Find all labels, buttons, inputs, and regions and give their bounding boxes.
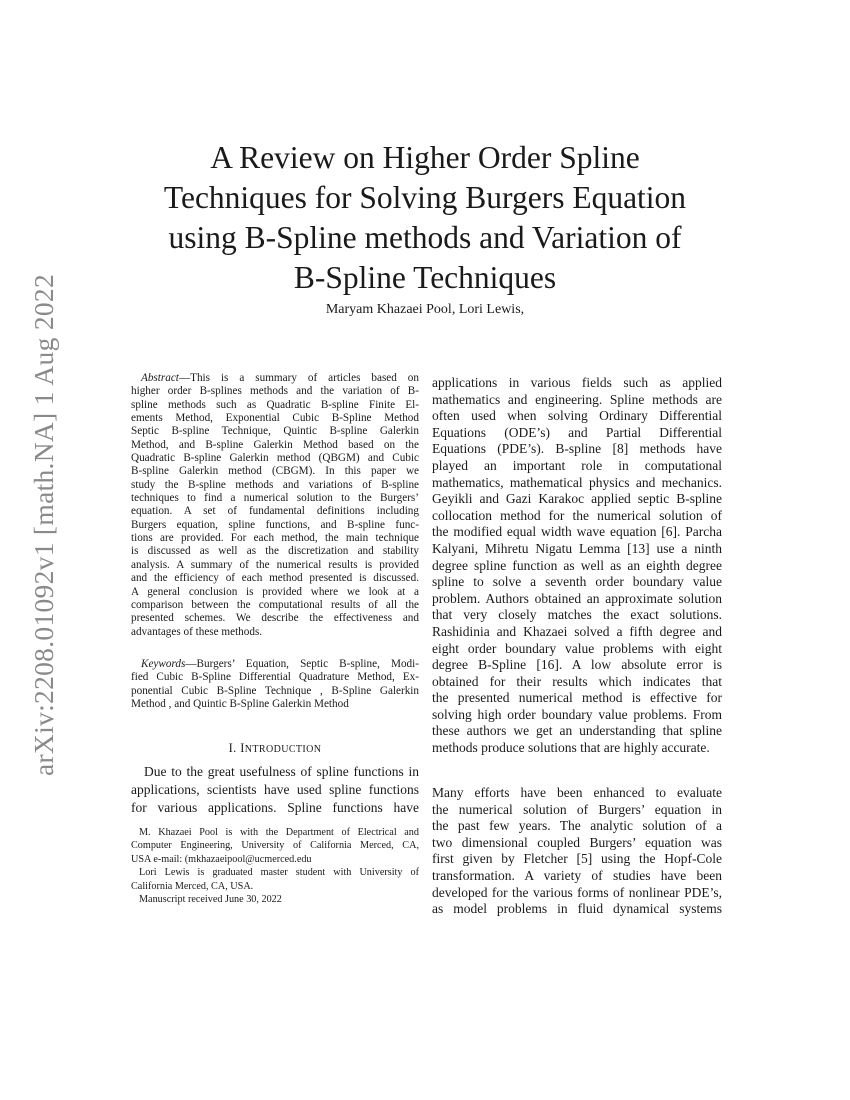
section-heading-introduction <box>131 741 419 756</box>
paper-title <box>0 138 850 298</box>
line-text: often used when solving Ordinary Differential <box>432 408 722 424</box>
line-text: degree spline function as well as an eighth degree <box>432 557 722 573</box>
line-text: ponential Cubic B-Spline Technique , B-Spline Galerkin <box>131 684 419 697</box>
text-line <box>131 572 419 585</box>
text-line <box>131 412 419 425</box>
text-line <box>131 372 419 385</box>
text-line <box>432 868 722 885</box>
arxiv-stamp: arXiv:2208.01092v1 [math.NA] 1 Aug 2022 <box>28 273 59 777</box>
text-line <box>131 492 419 505</box>
line-text: Geyikli and Gazi Karakoc applied septic B-spline <box>432 491 722 507</box>
line-text: eight order boundary value problems with eight <box>432 640 722 656</box>
text-line <box>131 465 419 478</box>
text-line <box>131 866 419 879</box>
line-text: these authors we get an understanding that spline <box>432 723 722 739</box>
line-text: Method , and Quintic B-Spline Galerkin Method <box>131 698 349 711</box>
line-text: for various applications. Spline functions have <box>131 800 419 815</box>
text-line <box>131 880 419 893</box>
line-text: played an important role in computational <box>432 457 722 473</box>
section-initial: I <box>240 741 245 755</box>
line-text: USA e-mail: (mkhazaeipool@ucmerced.edu <box>131 853 312 865</box>
line-text: problem. Authors obtained an approximate solution <box>432 590 722 606</box>
label: Abstract <box>141 372 179 384</box>
text-line <box>131 826 419 839</box>
line-text: higher order B-splines methods and the variation of B- <box>131 385 419 398</box>
text-line <box>131 626 419 639</box>
line-text: Manuscript received June 30, 2022 <box>139 894 282 906</box>
text-line <box>131 853 419 866</box>
section-number: I. <box>228 741 241 755</box>
line-text: presented schemes. We describe the effectiveness and <box>131 612 419 625</box>
text-line <box>131 399 419 412</box>
line-text: degree B-Spline [16]. A low absolute error is <box>432 657 722 673</box>
line-text: M. Khazaei Pool is with the Department of Electrical and <box>139 827 419 838</box>
line-text: tions are provided. For each method, the main technique <box>131 532 419 545</box>
line-text: Quadratic B-spline Galerkin method (QBGM) and Cubic <box>131 452 419 465</box>
line-text: Equations (PDE’s). B-spline [8] methods have <box>432 441 722 457</box>
footnotes <box>131 826 419 906</box>
keywords <box>131 658 419 711</box>
line-text: spline methods such as Quadratic B-spline Finite El- <box>131 398 419 411</box>
text-line <box>432 475 722 492</box>
line-text: spline to solve a seventh order boundary value <box>432 574 722 590</box>
line-text: the modified equal width wave equation [6]. Parcha <box>432 524 722 540</box>
text-line <box>432 392 722 409</box>
line-text: applications, scientists have used spline functions <box>131 782 419 797</box>
line-text: mathematics and engineering. Spline methods are <box>432 391 722 407</box>
text-line <box>432 802 722 819</box>
text-line <box>131 559 419 572</box>
text-line <box>131 545 419 558</box>
title-line: using B-Spline methods and Variation of <box>168 220 682 255</box>
line-text: —Burgers’ Equation, Septic B-spline, Modi- <box>185 658 419 670</box>
line-text: and the efficiency of each method presented is discussed. <box>131 572 419 585</box>
text-line <box>432 558 722 575</box>
text-line <box>131 612 419 625</box>
text-line <box>432 740 722 757</box>
line-text: Septic B-spline Technique, Quintic B-spline Galerkin <box>131 425 419 438</box>
text-line <box>432 541 722 558</box>
text-line <box>131 425 419 438</box>
text-line <box>432 607 722 624</box>
intro-paragraph <box>131 763 419 817</box>
line-text: methods produce solutions that are highly accurate. <box>432 740 710 756</box>
line-text: is discussed as well as the discretization and stability <box>131 545 419 558</box>
text-line <box>432 574 722 591</box>
text-line <box>432 707 722 724</box>
text-line <box>432 885 722 902</box>
text-line <box>432 508 722 525</box>
text-line <box>131 479 419 492</box>
line-text: Method, and B-spline Galerkin Method based on the <box>131 438 419 451</box>
line-text: the past few years. The analytic solution of a <box>432 818 722 834</box>
text-line <box>131 385 419 398</box>
text-line <box>432 408 722 425</box>
line-text: comparison between the computational results of all the <box>131 598 419 611</box>
line-text: Burgers equation, spline functions, and B-spline func- <box>131 518 419 531</box>
line-text: as model problems in fluid dynamical systems <box>432 901 722 917</box>
section-rest: NTRODUCTION <box>244 744 322 755</box>
text-line <box>432 491 722 508</box>
line-text: collocation method for the numerical solution of <box>432 507 722 523</box>
line-text: California Merced, CA, USA. <box>131 880 254 892</box>
line-text: that very closely matches the exact solutions. <box>432 607 722 623</box>
text-line <box>432 458 722 475</box>
text-line <box>432 624 722 641</box>
line-text: A general conclusion is provided where we look at a <box>131 585 419 598</box>
text-line <box>131 452 419 465</box>
text-line <box>432 524 722 541</box>
line-text: developed for the various forms of nonlinear PDE’s, <box>432 884 722 900</box>
text-line <box>131 658 419 671</box>
line-text: analysis. A summary of the numerical results is provided <box>131 558 419 571</box>
text-line <box>131 671 419 684</box>
text-line <box>432 818 722 835</box>
line-text: Due to the great usefulness of spline functions in <box>144 764 419 779</box>
text-line <box>432 441 722 458</box>
line-text: B-spline Galerkin method (CBGM). In this paper we <box>131 465 419 478</box>
line-text: —This is a summary of articles based on <box>178 372 419 384</box>
authors: Maryam Khazaei Pool, Lori Lewis, <box>325 302 525 317</box>
text-line <box>432 674 722 691</box>
text-line <box>432 641 722 658</box>
line-text: first given by Fletcher [5] using the Hopf-Cole <box>432 851 722 867</box>
line-text: obtained for their results which indicates that <box>432 673 722 689</box>
text-line <box>432 723 722 740</box>
title-line: B-Spline Techniques <box>293 260 557 295</box>
text-line <box>131 893 419 906</box>
text-line <box>131 781 419 799</box>
line-text: two dimensional coupled Burgers’ equation was <box>432 834 722 850</box>
text-line <box>131 439 419 452</box>
text-line <box>432 785 722 802</box>
text-line <box>131 698 419 711</box>
text-line <box>432 690 722 707</box>
line-text: solving high order boundary value problems. From <box>432 706 722 722</box>
line-text: fied Cubic B-Spline Differential Quadrature Method, Ex- <box>131 671 419 684</box>
line-text: Computer Engineering, University of California Merced, CA, <box>131 840 419 852</box>
title-line: Techniques for Solving Burgers Equation <box>163 180 687 215</box>
line-text: advantages of these methods. <box>131 625 263 638</box>
line-text: mathematics, mathematical physics and mechanics. <box>432 474 722 490</box>
abstract <box>131 372 419 639</box>
text-line <box>131 532 419 545</box>
line-text: equation. A set of fundamental definitions including <box>131 505 419 518</box>
text-line <box>131 799 419 817</box>
line-text: the numerical solution of Burgers’ equation in <box>432 801 722 817</box>
title-line: A Review on Higher Order Spline <box>210 140 640 175</box>
text-line <box>131 839 419 852</box>
line-text: the presented numerical method is effective for <box>432 690 722 706</box>
line-text: Equations (ODE’s) and Partial Differential <box>432 424 722 440</box>
line-text: transformation. A variety of studies have been <box>432 867 722 883</box>
text-line <box>432 851 722 868</box>
text-line <box>131 519 419 532</box>
line-text: applications in various fields such as applied <box>432 375 722 390</box>
text-line <box>131 685 419 698</box>
text-line <box>432 425 722 442</box>
line-text: Kalyani, Mihretu Nigatu Lemma [13] use a ninth <box>432 540 722 556</box>
line-text: Rashidinia and Khazaei solved a fifth degree and <box>432 623 722 639</box>
line-text: Many efforts have been enhanced to evaluate <box>432 785 722 800</box>
text-line <box>432 835 722 852</box>
text-line <box>131 505 419 518</box>
text-line <box>131 599 419 612</box>
text-line <box>432 591 722 608</box>
line-text: study the B-spline methods and variations of B-spline <box>131 478 419 491</box>
label: Keywords <box>141 658 186 670</box>
right-paragraph-2 <box>432 785 722 918</box>
text-line <box>131 763 419 781</box>
line-text: Lori Lewis is graduated master student with University of <box>139 867 419 879</box>
text-line <box>432 657 722 674</box>
right-paragraph-1 <box>432 375 722 757</box>
line-text: techniques to find a numerical solution to the Burgers’ <box>131 492 419 505</box>
text-line <box>432 901 722 918</box>
text-line <box>432 375 722 392</box>
line-text: ements Method, Exponential Cubic B-Spline Method <box>131 412 419 425</box>
text-line <box>131 586 419 599</box>
